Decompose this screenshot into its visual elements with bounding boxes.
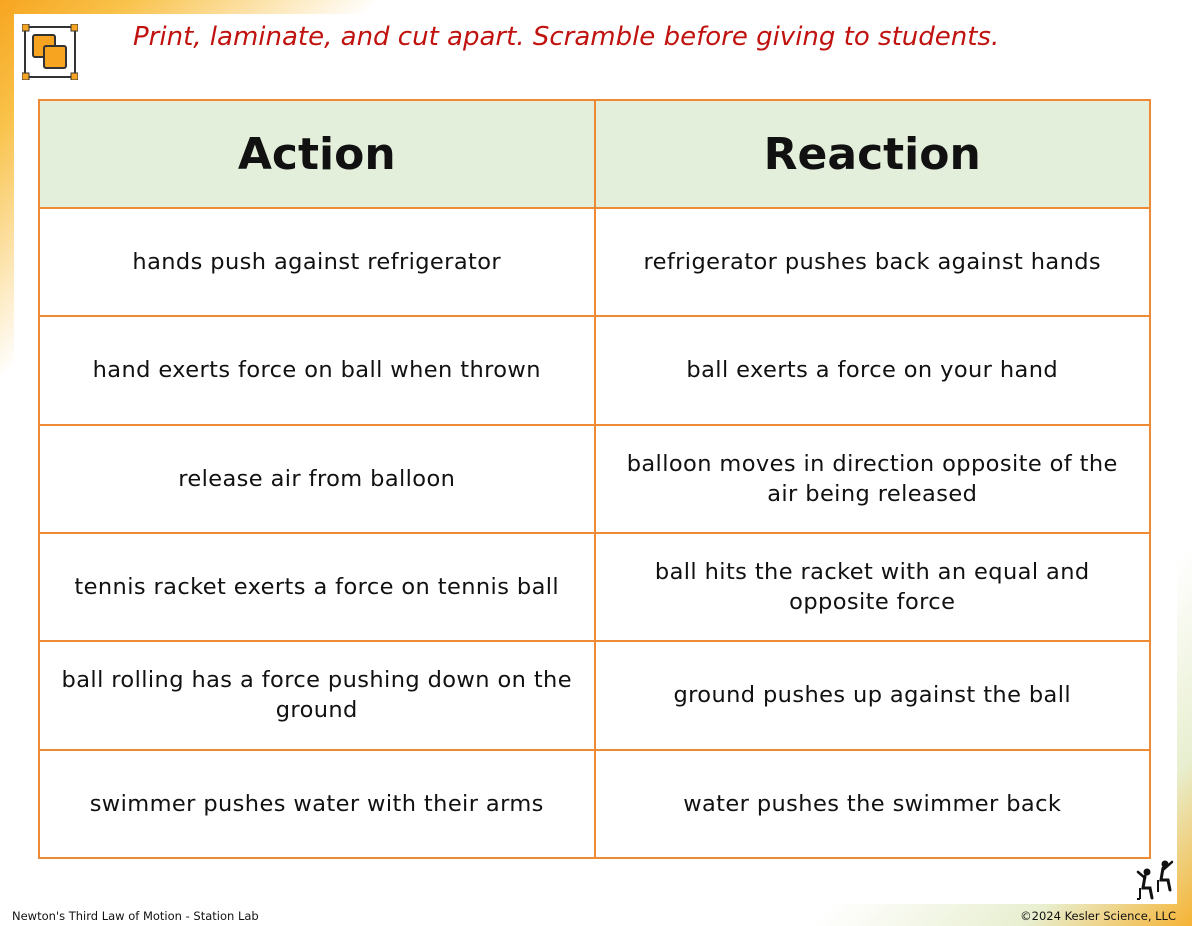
footer-title: Newton's Third Law of Motion - Station Lab xyxy=(12,909,259,923)
action-cell: swimmer pushes water with their arms xyxy=(39,750,595,858)
table-row xyxy=(39,641,1150,749)
reaction-cell: water pushes the swimmer back xyxy=(595,750,1151,858)
table-row xyxy=(39,533,1150,641)
table-row xyxy=(39,208,1150,316)
column-header-reaction: Reaction xyxy=(595,100,1151,208)
reaction-cell: balloon moves in direction opposite of the air being released xyxy=(595,425,1151,533)
overlapping-squares-icon xyxy=(22,24,78,80)
reaction-cell: refrigerator pushes back against hands xyxy=(595,208,1151,316)
table-row xyxy=(39,316,1150,424)
action-cell: release air from balloon xyxy=(39,425,595,533)
action-cell: hands push against refrigerator xyxy=(39,208,595,316)
action-cell: hand exerts force on ball when thrown xyxy=(39,316,595,424)
action-cell: ball rolling has a force pushing down on the ground xyxy=(39,641,595,749)
footer-copyright: ©2024 Kesler Science, LLC xyxy=(1020,909,1176,923)
action-reaction-table xyxy=(38,99,1151,859)
students-sitting-icon xyxy=(1134,858,1178,902)
reaction-cell: ball hits the racket with an equal and opposite force xyxy=(595,533,1151,641)
table-header-row xyxy=(39,100,1150,208)
column-header-action: Action xyxy=(39,100,595,208)
reaction-cell: ground pushes up against the ball xyxy=(595,641,1151,749)
action-cell: tennis racket exerts a force on tennis ball xyxy=(39,533,595,641)
instruction-text: Print, laminate, and cut apart. Scramble before giving to students. xyxy=(133,22,1000,52)
table-row xyxy=(39,425,1150,533)
table-row xyxy=(39,750,1150,858)
reaction-cell: ball exerts a force on your hand xyxy=(595,316,1151,424)
